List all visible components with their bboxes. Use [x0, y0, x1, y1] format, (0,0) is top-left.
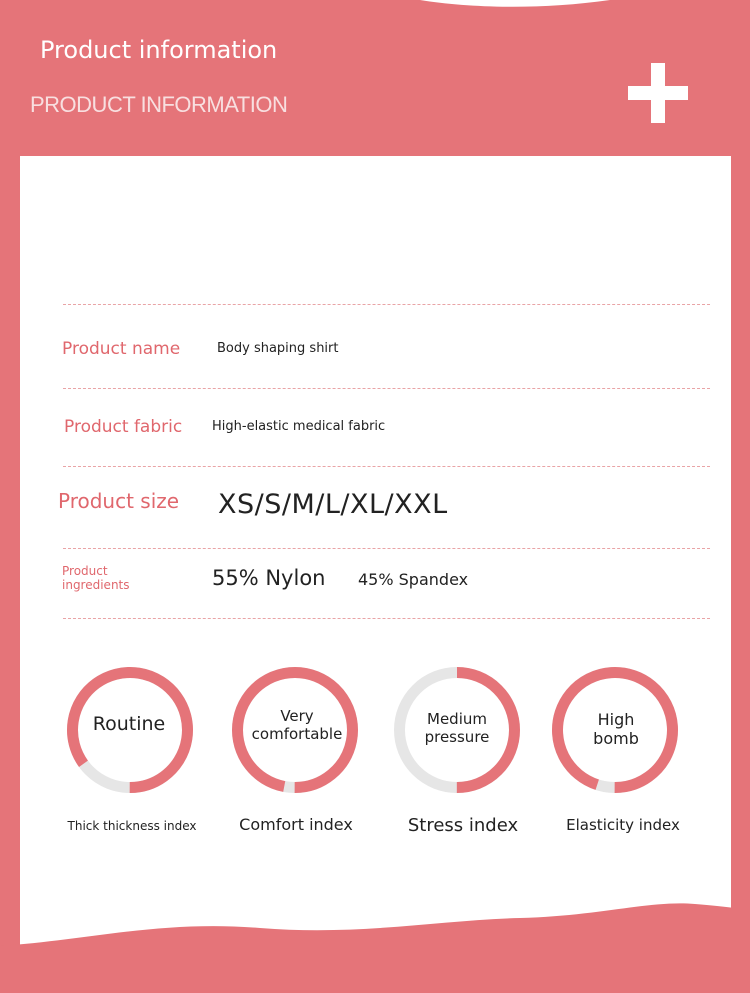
plus-icon — [628, 63, 688, 123]
product-name-value: Body shaping shirt — [217, 341, 339, 356]
ingredient-spandex-value: 45% Spandex — [358, 570, 469, 589]
divider — [63, 466, 710, 467]
elasticity-index-caption: Elasticity index — [566, 816, 680, 834]
product-size-label: Product size — [58, 489, 180, 513]
ring-elasticity-level: High bomb — [593, 710, 639, 748]
thick-thickness-index-caption: Thick thickness index — [67, 819, 197, 833]
divider — [63, 388, 710, 389]
stress-index-caption: Stress index — [407, 815, 519, 836]
product-size-value: XS/S/M/L/XL/XXL — [218, 489, 448, 520]
comfort-index-caption: Comfort index — [239, 815, 353, 834]
top-wave-decoration — [0, 0, 750, 30]
divider — [63, 548, 710, 549]
product-fabric-value: High-elastic medical fabric — [212, 419, 386, 434]
divider — [63, 304, 710, 305]
ring-comfort-level: Very comfortable — [251, 707, 343, 743]
product-ingredients-label: Product ingredients — [62, 564, 130, 592]
divider — [63, 618, 710, 619]
product-fabric-label: Product fabric — [64, 417, 183, 437]
header-subtitle: PRODUCT INFORMATION — [30, 92, 288, 117]
product-name-label: Product name — [62, 339, 181, 359]
ingredient-nylon-value: 55% Nylon — [212, 566, 326, 590]
bottom-wave-decoration — [0, 890, 750, 993]
ring-stress-level: Medium pressure — [424, 710, 490, 746]
ring-thick-thickness-level: Routine — [92, 713, 166, 735]
header-title: Product information — [40, 36, 278, 64]
